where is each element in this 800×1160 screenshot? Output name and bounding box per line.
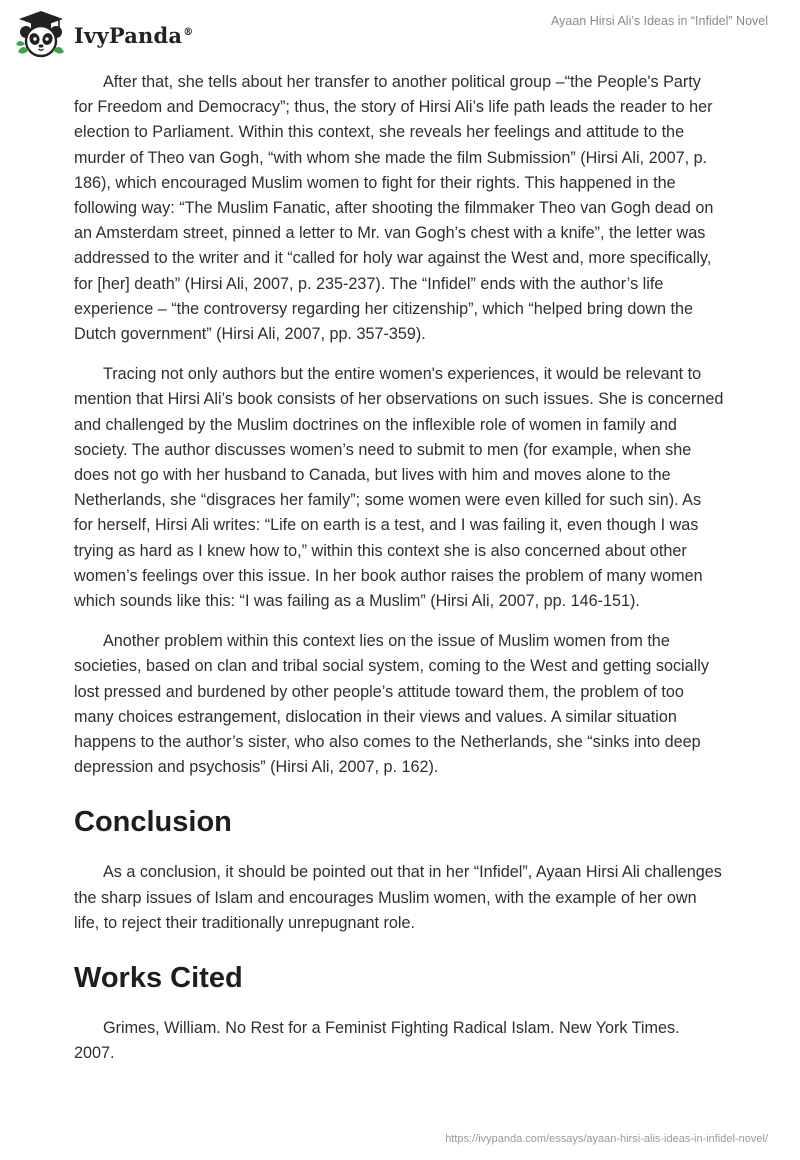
works-cited-heading: Works Cited <box>74 962 243 995</box>
page-header <box>0 0 800 64</box>
citation-entry: Grimes, William. No Rest for a Feminist Fighting Radical Islam. New York Times. 2007. <box>74 1019 680 1063</box>
panda-graduate-icon <box>14 8 68 60</box>
body-paragraph: Tracing not only authors but the entire women's experiences, it would be relevant to mention that Hirsi Ali’s book consists of her observations on such issues. She is concerned and challenged by the Muslim doctrines on the inflexible role of women in family and society. The author discusses women’s need to submit to men (for example, when she does not go with her husband to Canada, but lives with him and moves alone to the Netherlands, she “disgraces her family”; some women were even killed for such sin). As for herself, Hirsi Ali writes: “Life on earth is a test, and I was failing it, even though I was trying as hard as I knew how to,” within this context she is also concerned about other women’s feelings over this issue. In her book author raises the problem of many women which sounds like this: “I was failing as a Muslim” (Hirsi Ali, 2007, pp. 146-151). <box>74 365 724 611</box>
logo-wordmark: IvyPanda® <box>74 22 194 48</box>
document-title: Ayaan Hirsi Ali’s Ideas in “Infidel” Novel <box>551 14 768 28</box>
body-paragraph: After that, she tells about her transfer to another political group –“the People's Party for Freedom and Democracy”; thus, the story of Hirsi Ali’s life path leads the reader to her election to Parliament. Within this context, she reveals her feelings and attitude to the murder of Theo van Gogh, “with whom she made the film Submission” (Hirsi Ali, 2007, p. 186), which encouraged Muslim women to fight for their rights. This happened in the following way: “The Muslim Fanatic, after shooting the filmmaker Theo van Gogh dead on an Amsterdam street, pinned a letter to Mr. van Gogh’s chest with a knife”, the letter was addressed to the writer and it “called for holy war against the West and, more specifically, for [her] death” (Hirsi Ali, 2007, p. 235-237). The “Infidel” ends with the author’s life experience – “the controversy regarding her citizenship”, which “helped bring down the Dutch government” (Hirsi Ali, 2007, pp. 357-359). <box>74 73 714 344</box>
conclusion-paragraph: As a conclusion, it should be pointed out that in her “Infidel”, Ayaan Hirsi Ali challenges the sharp issues of Islam and encourages Muslim women, with the example of her own life, to reject their traditionally unrepugnant role. <box>74 863 722 932</box>
conclusion-heading: Conclusion <box>74 806 232 839</box>
ivypanda-logo[interactable] <box>14 8 193 60</box>
source-url-link[interactable]: https://ivypanda.com/essays/ayaan-hirsi-alis-ideas-in-infidel-novel/ <box>445 1133 768 1145</box>
article-body <box>74 70 724 1082</box>
body-paragraph: Another problem within this context lies on the issue of Muslim women from the societies, based on clan and tribal social system, coming to the West and getting socially lost pressed and burdened by other people’s attitude toward them, the problem of too many choices estrangement, dislocation in their views and values. A similar situation happens to the author’s sister, who also comes to the Netherlands, she “sinks into deep depression and psychosis” (Hirsi Ali, 2007, p. 162). <box>74 632 709 777</box>
